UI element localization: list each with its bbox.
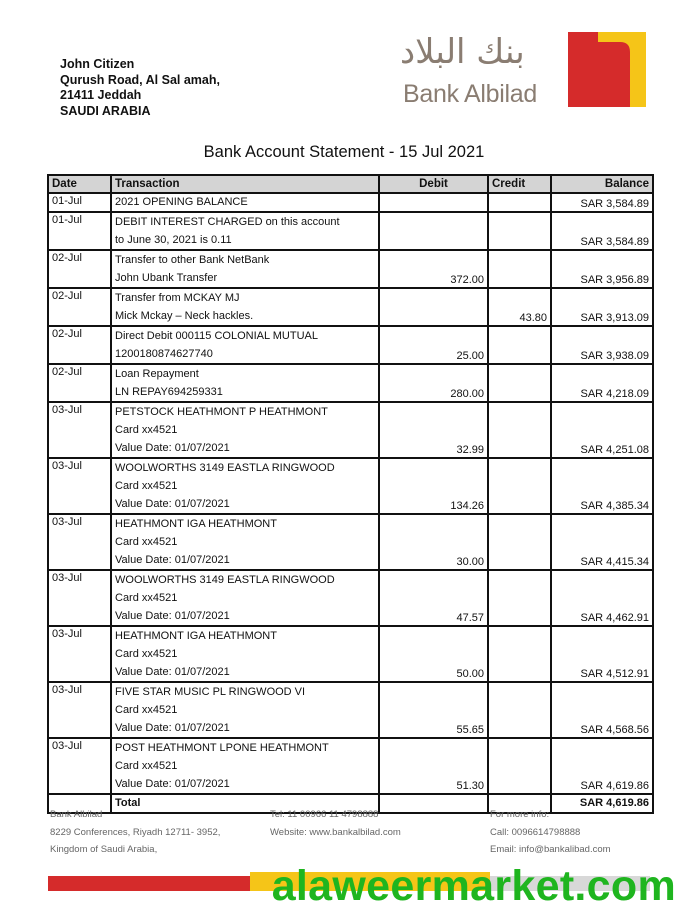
transaction-line: FIVE STAR MUSIC PL RINGWOOD VI bbox=[115, 686, 306, 698]
row-debit: 32.99 bbox=[379, 402, 488, 458]
row-date: 02-Jul bbox=[48, 364, 111, 402]
row-balance: SAR 3,913.09 bbox=[551, 288, 653, 326]
customer-street: Qurush Road, Al Sal amah, bbox=[60, 72, 220, 87]
table-row bbox=[48, 458, 653, 514]
statement-title: Bank Account Statement - 15 Jul 2021 bbox=[203, 143, 485, 161]
transaction-line: POST HEATHMONT LPONE HEATHMONT bbox=[115, 742, 329, 754]
row-debit: 372.00 bbox=[379, 250, 488, 288]
transaction-line: 2021 OPENING BALANCE bbox=[115, 196, 248, 208]
row-credit bbox=[488, 193, 551, 212]
row-debit: 47.57 bbox=[379, 570, 488, 626]
row-transaction bbox=[111, 626, 379, 682]
row-credit bbox=[488, 212, 551, 250]
transaction-line: Card xx4521 bbox=[115, 704, 178, 716]
row-transaction bbox=[111, 212, 379, 250]
transaction-line: Value Date: 01/07/2021 bbox=[115, 554, 230, 566]
row-date: 02-Jul bbox=[48, 250, 111, 288]
row-debit bbox=[379, 212, 488, 250]
row-credit bbox=[488, 682, 551, 738]
transaction-line: WOOLWORTHS 3149 EASTLA RINGWOOD bbox=[115, 574, 335, 586]
row-date: 03-Jul bbox=[48, 458, 111, 514]
row-credit bbox=[488, 570, 551, 626]
transaction-line: John Ubank Transfer bbox=[115, 272, 218, 284]
table-row bbox=[48, 682, 653, 738]
row-balance: SAR 3,938.09 bbox=[551, 326, 653, 364]
row-debit: 51.30 bbox=[379, 738, 488, 794]
table-row bbox=[48, 288, 653, 326]
footer-line: For more info: bbox=[490, 809, 550, 820]
row-transaction bbox=[111, 738, 379, 794]
row-transaction bbox=[111, 514, 379, 570]
row-credit bbox=[488, 514, 551, 570]
row-credit: 43.80 bbox=[488, 288, 551, 326]
row-credit bbox=[488, 326, 551, 364]
footer-contact bbox=[270, 806, 401, 841]
watermark-text: alaweermarket.com bbox=[271, 862, 676, 910]
row-transaction bbox=[111, 402, 379, 458]
transaction-line: WOOLWORTHS 3149 EASTLA RINGWOOD bbox=[115, 462, 335, 474]
row-balance: SAR 4,218.09 bbox=[551, 364, 653, 402]
transaction-line: Card xx4521 bbox=[115, 424, 178, 436]
transaction-line: PETSTOCK HEATHMONT P HEATHMONT bbox=[115, 406, 328, 418]
row-credit bbox=[488, 250, 551, 288]
row-debit: 50.00 bbox=[379, 626, 488, 682]
transaction-line: Value Date: 01/07/2021 bbox=[115, 498, 230, 510]
footer-line: 8229 Conferences, Riyadh 12711- 3952, bbox=[50, 826, 221, 838]
total-label: Total bbox=[111, 794, 379, 813]
transaction-line: Mick Mckay – Neck hackles. bbox=[115, 310, 254, 322]
table-row bbox=[48, 364, 653, 402]
transaction-line: Value Date: 01/07/2021 bbox=[115, 442, 230, 454]
row-debit: 30.00 bbox=[379, 514, 488, 570]
row-date: 01-Jul bbox=[48, 193, 111, 212]
row-transaction bbox=[111, 250, 379, 288]
row-credit bbox=[488, 626, 551, 682]
transaction-line: Direct Debit 000115 COLONIAL MUTUAL bbox=[115, 330, 318, 342]
row-balance: SAR 3,584.89 bbox=[551, 212, 653, 250]
header-balance: Balance bbox=[551, 175, 653, 193]
transaction-line: Card xx4521 bbox=[115, 760, 178, 772]
header-debit: Debit bbox=[379, 175, 488, 193]
row-transaction bbox=[111, 364, 379, 402]
logo-arabic-text: بنك البلاد bbox=[400, 32, 525, 72]
customer-country: SAUDI ARABIA bbox=[60, 103, 151, 118]
row-balance: SAR 4,415.34 bbox=[551, 514, 653, 570]
row-date: 03-Jul bbox=[48, 682, 111, 738]
footer-line: Email: info@bankalibad.com bbox=[490, 844, 611, 855]
row-balance: SAR 4,462.91 bbox=[551, 570, 653, 626]
transaction-line: HEATHMONT IGA HEATHMONT bbox=[115, 630, 277, 642]
transaction-line: Card xx4521 bbox=[115, 648, 178, 660]
header-credit: Credit bbox=[488, 175, 551, 193]
row-date: 02-Jul bbox=[48, 326, 111, 364]
transaction-line: Card xx4521 bbox=[115, 592, 178, 604]
row-date: 03-Jul bbox=[48, 570, 111, 626]
row-transaction bbox=[111, 326, 379, 364]
row-credit bbox=[488, 364, 551, 402]
row-balance: SAR 4,385.34 bbox=[551, 458, 653, 514]
logo-mark-icon bbox=[568, 32, 646, 107]
transaction-line: Transfer from MCKAY MJ bbox=[115, 292, 240, 304]
row-credit bbox=[488, 402, 551, 458]
total-balance: SAR 4,619.86 bbox=[551, 794, 653, 813]
footer-line: Tel: 11 00966 11 4798888 bbox=[270, 809, 379, 820]
transaction-line: Card xx4521 bbox=[115, 480, 178, 492]
row-debit bbox=[379, 288, 488, 326]
transactions-table bbox=[47, 174, 654, 814]
header-date: Date bbox=[48, 175, 111, 193]
row-balance: SAR 3,584.89 bbox=[551, 193, 653, 212]
footer-line: Call: 0096614798888 bbox=[490, 826, 581, 838]
table-row bbox=[48, 570, 653, 626]
row-date: 01-Jul bbox=[48, 212, 111, 250]
transaction-line: Loan Repayment bbox=[115, 368, 199, 380]
transaction-line: to June 30, 2021 is 0.11 bbox=[115, 234, 232, 246]
table-row bbox=[48, 250, 653, 288]
row-balance: SAR 4,251.08 bbox=[551, 402, 653, 458]
table-row bbox=[48, 738, 653, 794]
row-debit bbox=[379, 193, 488, 212]
logo-mark-edge bbox=[568, 32, 580, 107]
row-date: 03-Jul bbox=[48, 738, 111, 794]
row-transaction bbox=[111, 288, 379, 326]
row-transaction bbox=[111, 458, 379, 514]
transaction-line: 1200180874627740 bbox=[115, 348, 213, 360]
logo-latin-text: Bank Albilad bbox=[403, 80, 537, 108]
row-transaction bbox=[111, 682, 379, 738]
row-credit bbox=[488, 458, 551, 514]
table-header-row bbox=[48, 175, 653, 193]
bank-logo bbox=[398, 30, 650, 110]
transaction-line: Value Date: 01/07/2021 bbox=[115, 666, 230, 678]
transaction-line: LN REPAY694259331 bbox=[115, 386, 223, 398]
table-row bbox=[48, 514, 653, 570]
header-transaction: Transaction bbox=[111, 175, 379, 193]
row-balance: SAR 3,956.89 bbox=[551, 250, 653, 288]
customer-city: 21411 Jeddah bbox=[60, 88, 142, 102]
row-date: 02-Jul bbox=[48, 288, 111, 326]
row-credit bbox=[488, 738, 551, 794]
table-row bbox=[48, 212, 653, 250]
footer-info bbox=[490, 806, 611, 859]
row-date: 03-Jul bbox=[48, 514, 111, 570]
transaction-line: DEBIT INTEREST CHARGED on this account bbox=[115, 216, 340, 228]
transaction-line: Card xx4521 bbox=[115, 536, 178, 548]
customer-name: John Citizen bbox=[60, 57, 135, 71]
transaction-line: Value Date: 01/07/2021 bbox=[115, 722, 230, 734]
footer-line: Kingdom of Saudi Arabia, bbox=[50, 844, 158, 855]
row-debit: 25.00 bbox=[379, 326, 488, 364]
transaction-line: HEATHMONT IGA HEATHMONT bbox=[115, 518, 277, 530]
footer-line: Bank Albilad bbox=[50, 809, 103, 820]
transaction-line: Value Date: 01/07/2021 bbox=[115, 610, 230, 622]
customer-address bbox=[60, 57, 220, 119]
row-balance: SAR 4,568.56 bbox=[551, 682, 653, 738]
table-row bbox=[48, 326, 653, 364]
row-date: 03-Jul bbox=[48, 626, 111, 682]
footer-line: Website: www.bankalbilad.com bbox=[270, 826, 401, 838]
row-balance: SAR 4,619.86 bbox=[551, 738, 653, 794]
row-debit: 280.00 bbox=[379, 364, 488, 402]
transaction-line: Value Date: 01/07/2021 bbox=[115, 778, 230, 790]
table-row bbox=[48, 402, 653, 458]
row-transaction bbox=[111, 570, 379, 626]
row-debit: 55.65 bbox=[379, 682, 488, 738]
footer-address bbox=[50, 806, 220, 859]
row-date: 03-Jul bbox=[48, 402, 111, 458]
table-row bbox=[48, 193, 653, 212]
table-row bbox=[48, 626, 653, 682]
row-balance: SAR 4,512.91 bbox=[551, 626, 653, 682]
transaction-line: Transfer to other Bank NetBank bbox=[115, 254, 270, 266]
row-transaction bbox=[111, 193, 379, 212]
row-debit: 134.26 bbox=[379, 458, 488, 514]
